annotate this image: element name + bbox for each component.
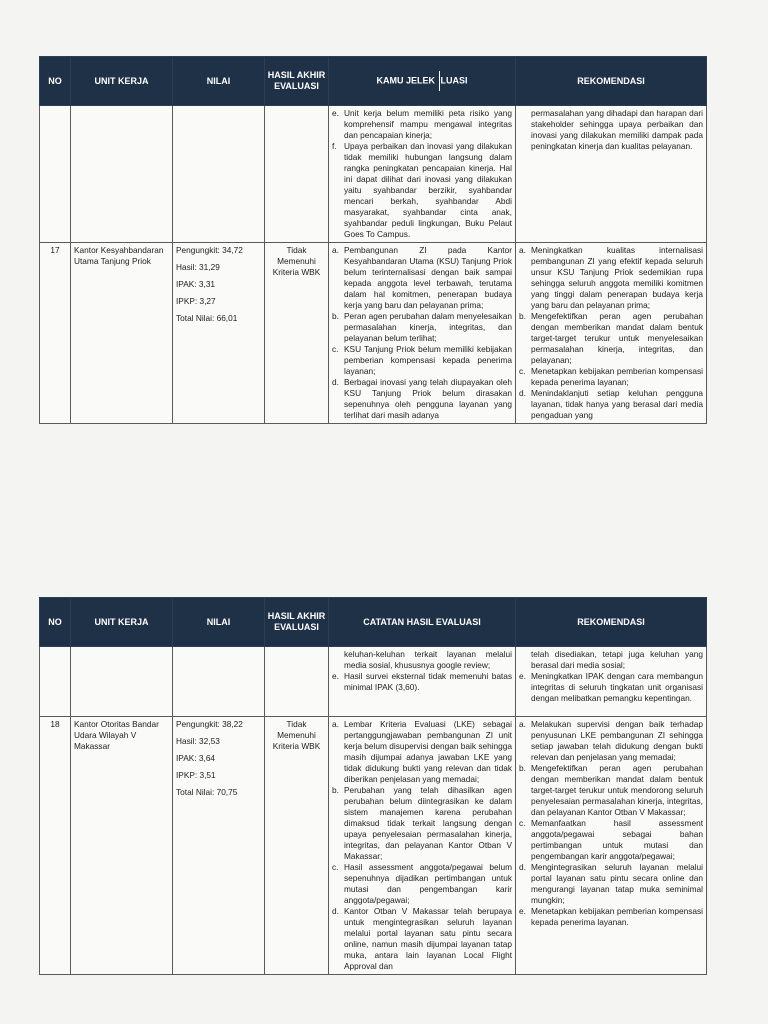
header-no: NO <box>40 598 71 647</box>
cell-no: 18 <box>40 717 71 975</box>
cell-catatan <box>329 243 516 424</box>
list-item: a. Meningkatkan kualitas internalisasi pembangunan ZI yang efektif kepada seluruh unsur KSU Tanjung Priok sedemikian rupa sehingga seluruh anggota memiliki komitmen yang tinggi dalam penerapan budaya kerja yang baru dan pelayanan prima; <box>519 245 703 310</box>
list-item: keluhan-keluhan terkait layanan melalui media sosial, khususnya google review; <box>344 649 512 670</box>
list-item: f. Upaya perbaikan dan inovasi yang dilakukan tidak memiliki hubungan langsung dalam rangka peningkatan pencapaian kinerja. Hal ini dapat dilihat dari inovasi yang dilakukan yaitu syahbandar berzikir, syahbandar mencari berkah, syahbandar Abdi masyarakat, syahbandar cinta anak, syahbandar peduli lingkungan, Buku Pelaut Goes To Campus. <box>332 141 512 239</box>
list-item: e. Hasil survei eksternal tidak memenuhi batas minimal IPAK (3,60). <box>332 671 512 692</box>
header-unit-kerja: UNIT KERJA <box>71 598 173 647</box>
list-item: telah disediakan, tetapi juga keluhan yang berasal dari media sosial; <box>531 649 703 670</box>
nilai-ipak: IPAK: 3,31 <box>176 279 216 289</box>
cell-catatan-continued <box>329 106 516 243</box>
header-catatan-suffix: LUASI <box>440 75 468 86</box>
list-item: e. Menetapkan kebijakan pemberian kompensasi kepada penerima layanan. <box>519 906 703 927</box>
text-cursor <box>439 71 440 91</box>
nilai-total: Total Nilai: 70,75 <box>176 787 238 797</box>
list-item: b. Perubahan yang telah dihasilkan agen perubahan belum diintegrasikan ke dalam sistem manajemen karena perubahan dimaksud tidak terkait langsung dengan upaya penyelesaian permasalahan kinerja, integritas, dan pelayanan Kantor Otban V Makassar; <box>332 785 512 861</box>
header-rekomendasi: REKOMENDASI <box>516 598 707 647</box>
cell-unit-kerja: Kantor Otoritas Bandar Udara Wilayah V Makassar <box>71 717 173 975</box>
cell-unit-kerja: Kantor Kesyahbandaran Utama Tanjung Priok <box>71 243 173 424</box>
cell-catatan-continued <box>329 647 516 717</box>
nilai-hasil: Hasil: 31,29 <box>176 262 220 272</box>
cell-hasil-empty <box>265 647 329 717</box>
cell-nilai-empty <box>173 647 265 717</box>
list-item: e. Unit kerja belum memiliki peta risiko yang komprehensif mampu mengawal integritas dan pencapaian kinerja; <box>332 108 512 140</box>
table-row-continued <box>40 106 707 243</box>
nilai-ipkp: IPKP: 3,51 <box>176 770 216 780</box>
list-item: permasalahan yang dihadapi dan harapan dari stakeholder sehingga upaya perbaikan dan inovasi yang dilakukan memiliki dampak pada peningkatan kinerja dan kualitas pelayanan. <box>531 108 703 151</box>
cell-no-empty <box>40 106 71 243</box>
header-catatan: CATATAN HASIL EVALUASI <box>329 598 516 647</box>
cell-unit-empty <box>71 647 173 717</box>
evaluation-table-1 <box>39 56 706 424</box>
cell-catatan <box>329 717 516 975</box>
header-catatan[interactable] <box>329 57 516 106</box>
cell-rekom-continued <box>516 647 707 717</box>
header-nilai: NILAI <box>173 57 265 106</box>
nilai-ipak: IPAK: 3,64 <box>176 753 216 763</box>
evaluation-table-2 <box>39 597 706 975</box>
header-catatan-text: KAMU JELEK <box>376 75 435 86</box>
list-item: e. Meningkatkan IPAK dengan cara membangun integritas di seluruh tingkatan unit organisasi dengan melibatkan pemangku kepentingan. <box>519 671 703 703</box>
list-item: c. Memanfaatkan hasil assessment anggota/pegawai sebagai bahan pertimbangan untuk mutasi dan pengembangan karir anggota/pegawai; <box>519 818 703 861</box>
cell-rekom-continued <box>516 106 707 243</box>
cell-nilai-empty <box>173 106 265 243</box>
list-item: c. Hasil assessment anggota/pegawai belum sepenuhnya dijadikan pertimbangan untuk mutasi dan pengembangan karir anggota/pegawai; <box>332 862 512 905</box>
list-item: c. Menetapkan kebijakan pemberian kompensasi kepada penerima layanan; <box>519 366 703 387</box>
cell-rekomendasi <box>516 243 707 424</box>
list-item: c. KSU Tanjung Priok belum memiliki kebijakan pemberian kompensasi kepada penerima layanan; <box>332 344 512 376</box>
nilai-pengungkit: Pengungkit: 34,72 <box>176 245 243 255</box>
cell-unit-empty <box>71 106 173 243</box>
nilai-total: Total Nilai: 66,01 <box>176 313 238 323</box>
cell-nilai <box>173 243 265 424</box>
list-item: a. Melakukan supervisi dengan baik terhadap penyusunan LKE pembangunan ZI sehingga setiap jawaban telah didukung dengan bukti relevan dan penjelasan yang memadai; <box>519 719 703 762</box>
cell-nilai <box>173 717 265 975</box>
nilai-ipkp: IPKP: 3,27 <box>176 296 216 306</box>
list-item: b. Peran agen perubahan dalam menyelesaikan permasalahan kinerja, integritas, dan pelayanan belum terlihat; <box>332 311 512 343</box>
nilai-pengungkit: Pengungkit: 38,22 <box>176 719 243 729</box>
list-item: d. Menindaklanjuti setiap keluhan pengguna layanan, tidak hanya yang berasal dari media pengaduan yang <box>519 388 703 420</box>
cell-no-empty <box>40 647 71 717</box>
header-nilai: NILAI <box>173 598 265 647</box>
header-hasil-akhir: HASIL AKHIR EVALUASI <box>265 598 329 647</box>
cell-hasil-akhir: Tidak Memenuhi Kriteria WBK <box>265 717 329 975</box>
cell-no: 17 <box>40 243 71 424</box>
cell-rekomendasi <box>516 717 707 975</box>
list-item: a. Pembangunan ZI pada Kantor Kesyahbandaran Utama (KSU) Tanjung Priok belum terinternalisasi dengan baik sampai kepada anggota level terbawah, terutama dalam hal komitmen, penerapan budaya kerja yang baru dan pelayanan prima; <box>332 245 512 310</box>
list-item: b. Mengefektifkan peran agen perubahan dengan memberikan mandat dalam bentuk target-target terukur untuk mendorong seluruh penyelesaian permasalahan kinerja, integritas, dan pelayanan Kantor Otban V Makassar; <box>519 763 703 817</box>
nilai-hasil: Hasil: 32,53 <box>176 736 220 746</box>
table-row <box>40 243 707 424</box>
header-rekomendasi: REKOMENDASI <box>516 57 707 106</box>
list-item: a. Lembar Kriteria Evaluasi (LKE) sebagai pertanggungjawaban pembangunan ZI unit kerja belum disupervisi dengan baik sehingga masih dijumpai adanya jawaban LKE yang tidak didukung bukti yang relevan dan tidak diberikan penjelasan yang memadai; <box>332 719 512 784</box>
table-row <box>40 717 707 975</box>
header-unit-kerja: UNIT KERJA <box>71 57 173 106</box>
list-item: d. Mengintegrasikan seluruh layanan melalui portal layanan satu pintu secara online dan mengurangi layanan tatap muka seminimal mungkin; <box>519 862 703 905</box>
header-no: NO <box>40 57 71 106</box>
list-item: b. Mengefektifkan peran agen perubahan dengan memberikan mandat dalam bentuk target-target terukur untuk menyelesaikan permasalahan kinerja, integritas, dan pelayanan; <box>519 311 703 365</box>
list-item: d. Berbagai inovasi yang telah diupayakan oleh KSU Tanjung Priok belum dirasakan sepenuhnya oleh pengguna layanan yang terlihat dari masih adanya <box>332 377 512 420</box>
list-item: d. Kantor Otban V Makassar telah berupaya untuk mengintegrasikan seluruh layanan melalui portal layanan satu pintu secara online, namun masih dijumpai layanan tatap muka, antara lain layanan Local Flight Approval dan <box>332 906 512 971</box>
cell-hasil-akhir: Tidak Memenuhi Kriteria WBK <box>265 243 329 424</box>
header-hasil-akhir: HASIL AKHIR EVALUASI <box>265 57 329 106</box>
table-row-continued <box>40 647 707 717</box>
cell-hasil-empty <box>265 106 329 243</box>
